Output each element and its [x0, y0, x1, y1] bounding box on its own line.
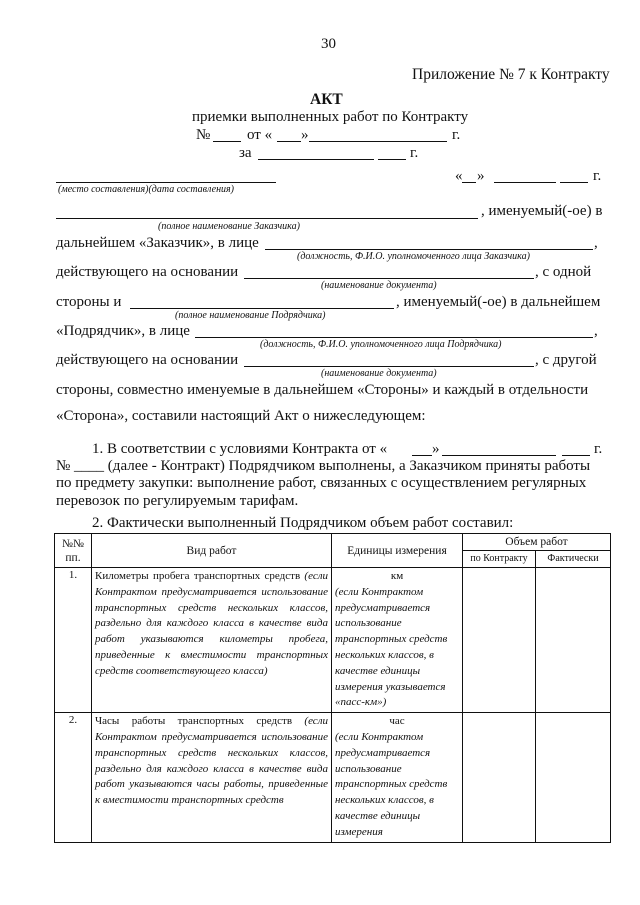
parties-line-2: «Сторона», составили настоящий Акт о нижеследующем:	[56, 408, 426, 424]
work-type-cell	[92, 713, 332, 842]
contractor-document-hint: (наименование документа)	[321, 368, 437, 379]
row-number: 2.	[55, 713, 92, 842]
page-number: 30	[321, 36, 336, 52]
p1-line-4: перевозок по регулируемым тарифам.	[56, 493, 299, 509]
from-label: от «	[247, 127, 273, 143]
work-type-cell	[92, 568, 332, 713]
work-type-note: (если Контрактом предусматривается использование транспортных средств нескольких классов, раздельно для каждого класса в качестве вида работ указываются часы работы, приведенные к вместимости транспортных средств	[95, 715, 328, 807]
p1-line-2: № ____ (далее - Контракт) Подрядчиком выполнены, а Заказчиком приняты работы	[56, 458, 591, 474]
header-actual: Фактически	[536, 551, 611, 568]
header-work-type: Вид работ	[92, 534, 332, 568]
work-volume-table	[54, 533, 611, 843]
unit-main: км	[390, 570, 404, 582]
customer-name-blank[interactable]	[56, 218, 478, 219]
customer-document-hint: (наименование документа)	[321, 280, 437, 291]
one-side-label: , с одной	[535, 264, 592, 280]
header-units: Единицы измерения	[332, 534, 463, 568]
date-year-blank[interactable]	[560, 182, 588, 183]
p1-line-1: 1. В соответствии с условиями Контракта от «	[92, 441, 388, 457]
day-blank[interactable]	[277, 141, 301, 142]
row-number: 1.	[55, 568, 92, 713]
volume-by-contract[interactable]	[463, 568, 536, 713]
act-subtitle: приемки выполненных работ по Контракту	[192, 109, 469, 125]
period-year-label: г.	[410, 145, 419, 161]
place-hint: (место составления)(дата составления)	[58, 184, 235, 195]
contractor-line2-label: «Подрядчик», в лице	[56, 323, 190, 339]
other-side-label: , с другой	[535, 352, 597, 368]
period-blank[interactable]	[258, 159, 374, 160]
header-by-contract: по Контракту	[463, 551, 536, 568]
p1-day-blank[interactable]	[412, 455, 432, 456]
month-year-blank[interactable]	[309, 141, 447, 142]
unit-note: (если Контрактом предусматривается использование транспортных средств нескольких классов, в качестве единицы измерения	[335, 730, 448, 838]
p1-line-3: по предмету закупки: выполнение работ, связанных с осуществлением регулярных	[56, 475, 587, 491]
work-type-note: (если Контрактом предусматривается использование транспортных средств нескольких классов, раздельно для каждого класса в качестве вида работ указываются километры пробега, приведенные к вместимости транспортных средств соответствующего класса)	[95, 570, 329, 677]
customer-person-blank[interactable]	[265, 249, 593, 250]
customer-document-blank[interactable]	[244, 278, 534, 279]
work-type-main: Часы работы транспортных средств	[95, 715, 293, 728]
from-quote: »	[301, 127, 309, 143]
customer-position-hint: (должность, Ф.И.О. уполномоченного лица Заказчика)	[297, 251, 530, 262]
date-close-quote: »	[477, 168, 485, 184]
volume-by-contract[interactable]	[463, 713, 536, 842]
table-row	[55, 713, 611, 842]
unit-main: час	[389, 715, 405, 728]
contractor-person-blank[interactable]	[195, 337, 593, 338]
acting-basis-label-2: действующего на основании	[56, 352, 239, 368]
contractor-document-blank[interactable]	[244, 366, 534, 367]
volume-actual[interactable]	[536, 713, 611, 842]
p1-quote: »	[432, 441, 440, 457]
unit-note: (если Контрактом предусматривается использование транспортных средств нескольких классов, в качестве единицы измерения указывается «пасс-км»)	[335, 585, 448, 709]
customer-hint: (полное наименование Заказчика)	[158, 221, 300, 232]
unit-cell	[332, 713, 463, 842]
date-month-blank[interactable]	[494, 182, 556, 183]
volume-actual[interactable]	[536, 568, 611, 713]
header-volume: Объем работ	[463, 534, 611, 551]
parties-line-1: стороны, совместно именуемые в дальнейшем «Стороны» и каждый в отдельности	[56, 382, 589, 398]
p1-month-blank[interactable]	[442, 455, 556, 456]
number-year-label: г.	[452, 127, 461, 143]
period-year-blank[interactable]	[378, 159, 406, 160]
number-label: №	[196, 127, 211, 143]
date-day-blank[interactable]	[462, 182, 476, 183]
place-blank[interactable]	[56, 182, 276, 183]
contractor-named-label: , именуемый(-ое) в дальнейшем	[396, 294, 601, 310]
date-open-quote: «	[455, 168, 463, 184]
acting-basis-label: действующего на основании	[56, 264, 239, 280]
contractor-hint: (полное наименование Подрядчика)	[175, 310, 326, 321]
customer-named-label: , именуемый(-ое) в	[481, 203, 603, 219]
period-label: за	[239, 145, 252, 161]
p1-year-label: г.	[594, 441, 603, 457]
p1-year-blank[interactable]	[562, 455, 590, 456]
customer-line2-comma: ,	[594, 235, 598, 251]
contractor-line2-comma: ,	[594, 323, 598, 339]
date-year-label: г.	[593, 168, 602, 184]
customer-line2-label: дальнейшем «Заказчик», в лице	[56, 235, 259, 251]
table-row	[55, 568, 611, 713]
appendix-label: Приложение № 7 к Контракту	[412, 66, 610, 83]
act-title: АКТ	[310, 91, 343, 108]
sides-and-label: стороны и	[56, 294, 122, 310]
contractor-position-hint: (должность, Ф.И.О. уполномоченного лица Подрядчика)	[260, 339, 502, 350]
number-blank[interactable]	[213, 141, 241, 142]
p2-line: 2. Фактически выполненный Подрядчиком объем работ составил:	[92, 515, 514, 531]
work-type-main: Километры пробега транспортных средств	[95, 570, 301, 582]
header-num: №№ пп.	[55, 534, 92, 568]
unit-cell	[332, 568, 463, 713]
contractor-name-blank[interactable]	[130, 308, 394, 309]
